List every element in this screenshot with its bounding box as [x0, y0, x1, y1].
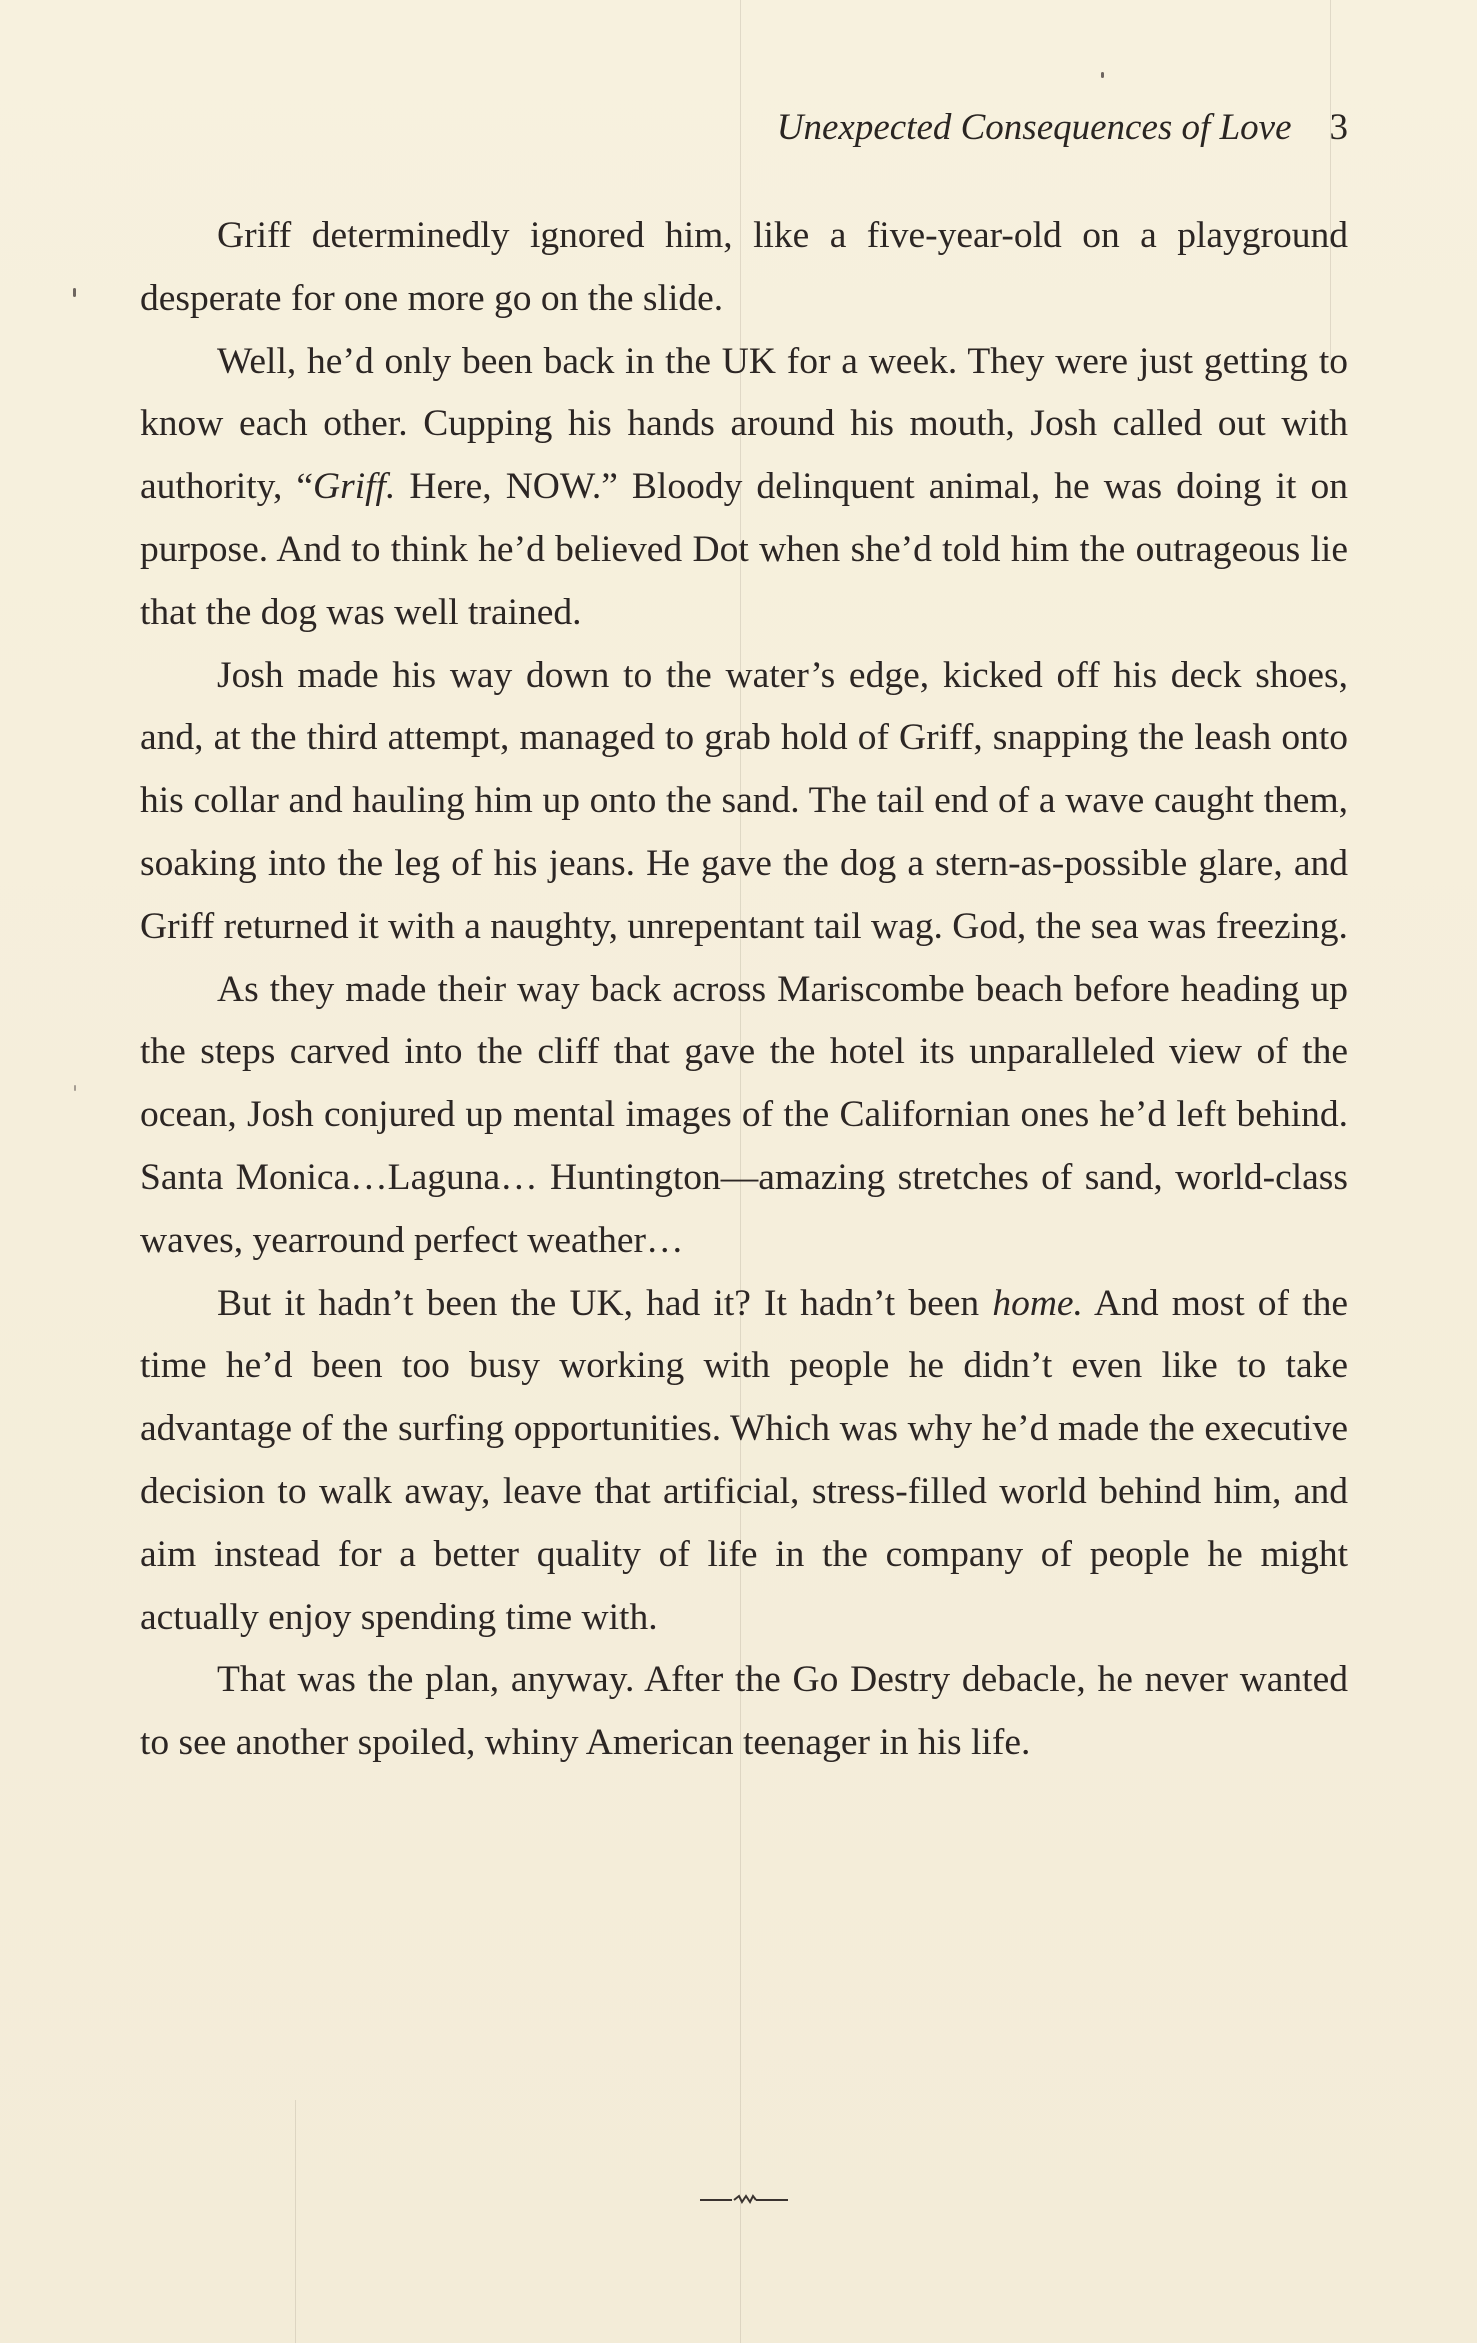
- margin-speck: [1101, 72, 1104, 78]
- scan-artifact-line: [295, 2100, 296, 2343]
- paragraph: [140, 645, 1348, 959]
- body-text: [140, 205, 1348, 1775]
- paragraph-text: Well, he’d only been back in the UK for a week. They were just getting to know each other. Cupping his hands around his mouth, Josh called out with authority, “: [140, 340, 1348, 508]
- paragraph: [140, 1649, 1348, 1775]
- paragraph: [140, 331, 1348, 645]
- paragraph: [140, 205, 1348, 331]
- paragraph: [140, 959, 1348, 1273]
- paragraph-text: As they made their way back across Mariscombe beach before heading up the steps carved into the cliff that gave the hotel its unparalleled view of the ocean, Josh conjured up mental images of the Californian ones he’d left behind. Santa Monica…Laguna… Huntington—amazing stretches of sand, world-class waves, yearround perfect weather…: [140, 968, 1348, 1261]
- paragraph-text: But it hadn’t been the UK, had it? It hadn’t been: [217, 1282, 993, 1324]
- paragraph-text: Josh made his way down to the water’s edge, kicked off his deck shoes, and, at the third attempt, managed to grab hold of Griff, snapping the leash onto his collar and hauling him up onto the sand. The tail end of a wave caught them, soaking into the leg of his jeans. He gave the dog a stern-as-possible glare, and Griff returned it with a naughty, unrepentant tail wag. God, the sea was freezing.: [140, 654, 1348, 947]
- paragraph-text: Here, NOW.” Bloody delinquent animal, he was doing it on purpose. And to think he’d believed Dot when she’d told him the outrageous lie that the dog was well trained.: [140, 466, 1348, 633]
- paragraph-text: And most of the time he’d been too busy working with people he didn’t even like to take advantage of the surfing opportunities. Which was why he’d made the executive decision to walk away, leave that artificial, stress-filled world behind him, and aim instead for a better quality of life in the company of people he might actually enjoy spending time with.: [140, 1282, 1348, 1638]
- paragraph-text: Griff determinedly ignored him, like a five-year-old on a playground desperate for one more go on the slide.: [140, 215, 1348, 319]
- paragraph-text: That was the plan, anyway. After the Go Destry debacle, he never wanted to see another spoiled, whiny American teenager in his life.: [140, 1659, 1348, 1764]
- italic-text: home.: [992, 1282, 1083, 1324]
- running-head: [140, 103, 1348, 153]
- section-break-ornament-icon: [698, 2193, 790, 2207]
- italic-text: Griff.: [313, 466, 396, 508]
- page-number: 3: [1329, 107, 1348, 148]
- margin-speck: [74, 1085, 76, 1091]
- running-head-title: Unexpected Consequences of Love: [776, 107, 1292, 148]
- margin-speck: [73, 288, 76, 297]
- paragraph: [140, 1273, 1348, 1650]
